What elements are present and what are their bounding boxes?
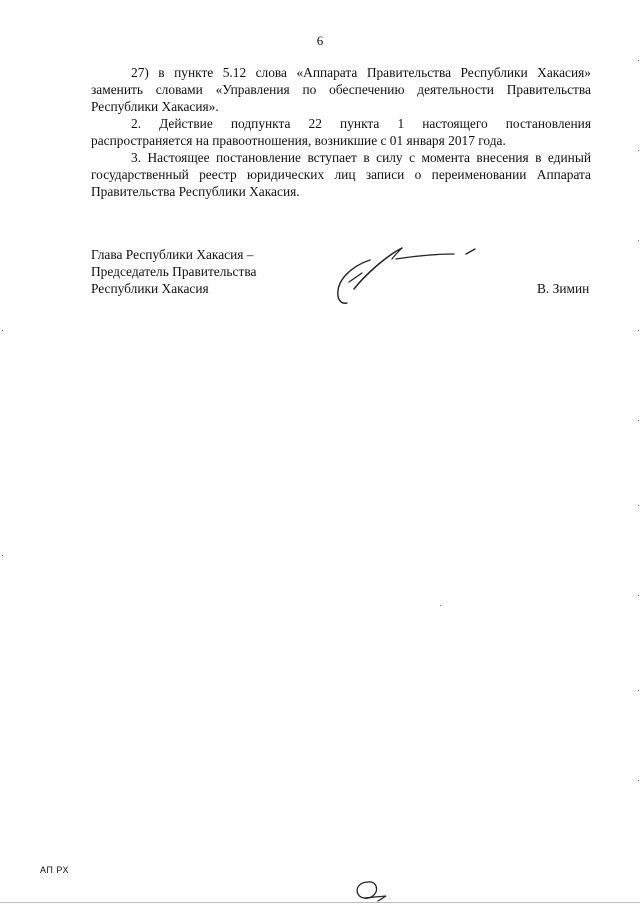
- page-number: 6: [316, 33, 324, 48]
- paragraph-entry-into-force: 3. Настоящее постановление вступает в силу с момента внесения в единый государственный реестр юридических лиц записи о переименовании Аппарата Правительства Республики Хакасия.: [91, 150, 591, 199]
- handwritten-initials: [348, 872, 398, 904]
- signatory-name: В. Зимин: [537, 281, 590, 296]
- document-body: [91, 64, 591, 200]
- signatory-title-line: Республики Хакасия: [91, 281, 209, 296]
- signatory-title-line: Глава Республики Хакасия –: [91, 247, 254, 262]
- signatory-title: [91, 246, 256, 297]
- scan-speck: [2, 555, 3, 556]
- scan-speck: [440, 605, 441, 606]
- paragraph-amendment-27: 27) в пункте 5.12 слова «Аппарата Правительства Республики Хакасия» заменить словами «Управления по обеспечению деятельности Правительства Республики Хакасия».: [91, 65, 591, 114]
- registry-stamp-mark: АП РХ: [40, 865, 69, 875]
- paragraph-effective-retroactive: 2. Действие подпункта 22 пункта 1 настоящего постановления распространяется на правоотношения, возникшие с 01 января 2017 года.: [91, 116, 591, 148]
- handwritten-signature: [330, 240, 490, 320]
- page-bottom-edge: [0, 902, 640, 903]
- signatory-title-line: Председатель Правительства: [91, 264, 257, 279]
- scan-speck: [2, 330, 3, 331]
